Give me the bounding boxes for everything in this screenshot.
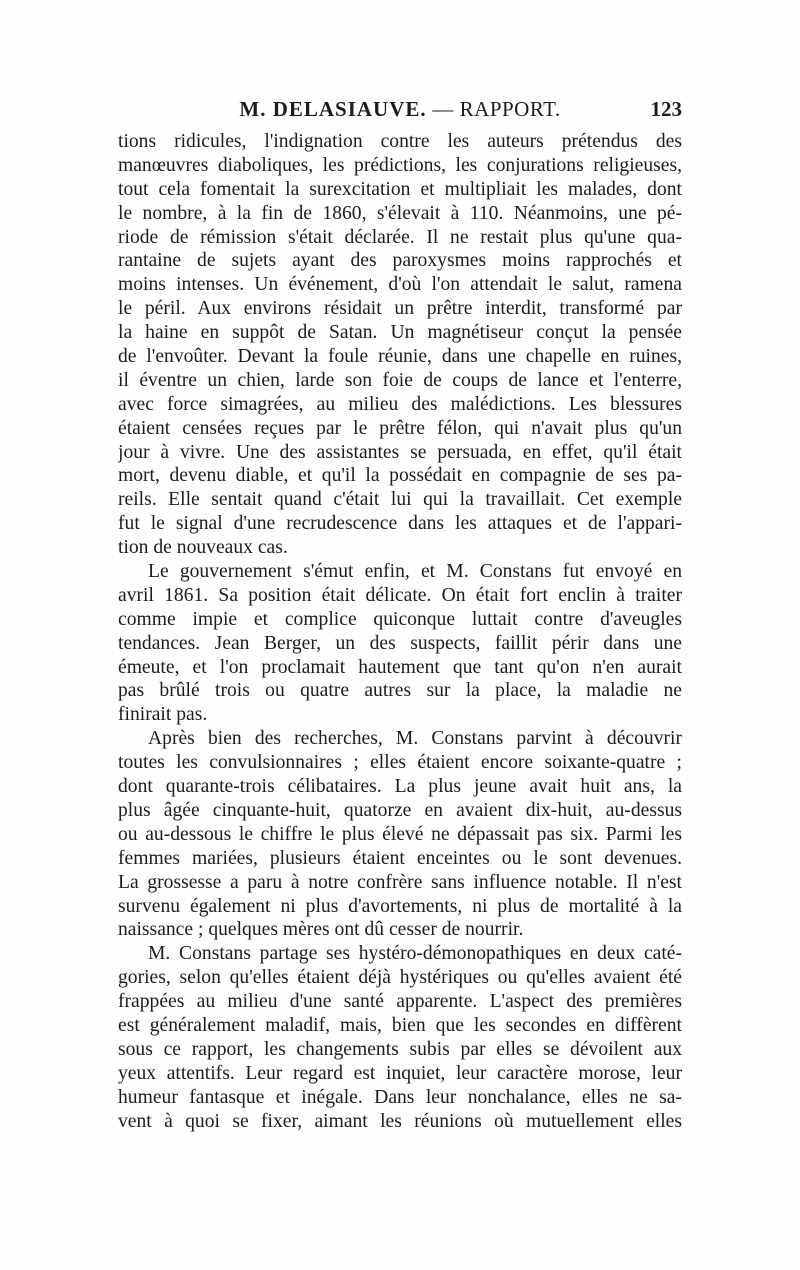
text-line: tout cela fomentait la surexcitation et multipliait les malades, dont — [118, 178, 682, 200]
running-head-author: M. DELASIAUVE. — [239, 97, 427, 121]
text-line: femmes mariées, plusieurs étaient enceintes ou le sont devenues. — [118, 847, 682, 869]
text-line: plus âgée cinquante-huit, quatorze en avaient dix-huit, au-dessus — [118, 799, 682, 821]
text-line: fut le signal d'une recrudescence dans les attaques et de l'appari- — [118, 513, 682, 535]
text-line: le péril. Aux environs résidait un prêtre interdit, transformé par — [118, 298, 682, 320]
paragraph-end-line: naissance ; quelques mères ont dû cesser de nourrir. — [118, 919, 524, 941]
running-head — [118, 94, 682, 124]
text-line: manœuvres diaboliques, les prédictions, les conjurations religieuses, — [118, 154, 682, 176]
paragraph-start-line: M. Constans partage ses hystéro-démonopathiques en deux caté- — [148, 943, 682, 965]
text-line: ou au-dessous le chiffre le plus élevé ne dépassait pas six. Parmi les — [118, 823, 682, 845]
text-line: riode de rémission s'était déclarée. Il ne restait plus qu'une qua- — [118, 226, 682, 248]
text-line: humeur fantasque et inégale. Dans leur nonchalance, elles ne sa- — [118, 1086, 682, 1108]
text-line: rantaine de sujets ayant des paroxysmes moins rapprochés et — [118, 250, 682, 272]
text-line: avec force simagrées, au milieu des malédictions. Les blessures — [118, 393, 682, 415]
text-line: jour à vivre. Une des assistantes se persuada, en effet, qu'il était — [118, 441, 682, 463]
running-head-section: RAPPORT. — [459, 97, 561, 121]
body-text — [118, 130, 682, 1133]
text-line: tendances. Jean Berger, un des suspects, faillit périr dans une — [118, 632, 682, 654]
text-line: moins intenses. Un événement, d'où l'on attendait le salut, ramena — [118, 274, 682, 296]
text-line: étaient censées reçues par le prêtre félon, qui n'avait plus qu'un — [118, 417, 682, 439]
text-line: de l'envoûter. Devant la foule réunie, dans une chapelle en ruines, — [118, 346, 682, 368]
text-line: frappées au milieu d'une santé apparente. L'aspect des premières — [118, 991, 682, 1013]
text-line: dont quarante-trois célibataires. La plus jeune avait huit ans, la — [118, 776, 682, 798]
running-head-separator: — — [426, 97, 460, 121]
text-line: avril 1861. Sa position était délicate. On était fort enclin à traiter — [118, 584, 682, 606]
text-line: survenu également ni plus d'avortements, ni plus de mortalité à la — [118, 895, 682, 917]
paragraph-end-line: tion de nouveaux cas. — [118, 537, 288, 559]
paragraph-start-line: Après bien des recherches, M. Constans parvint à découvrir — [148, 728, 682, 750]
text-line: La grossesse a paru à notre confrère sans influence notable. Il n'est — [118, 871, 682, 893]
text-line: tions ridicules, l'indignation contre les auteurs prétendus des — [118, 131, 682, 152]
text-line: yeux attentifs. Leur regard est inquiet, leur caractère morose, leur — [118, 1062, 682, 1084]
text-line: toutes les convulsionnaires ; elles étaient encore soixante-quatre ; — [118, 752, 682, 774]
text-line: mort, devenu diable, et qu'il la possédait en compagnie de ses pa- — [118, 465, 682, 487]
text-line: il éventre un chien, larde son foie de coups de lance et l'enterre, — [118, 369, 682, 391]
text-line: sous ce rapport, les changements subis par elles se dévoilent aux — [118, 1038, 682, 1060]
paragraph-end-line: finirait pas. — [118, 704, 208, 726]
text-line: est généralement maladif, mais, bien que les secondes en diffèrent — [118, 1014, 682, 1036]
text-line: reils. Elle sentait quand c'était lui qui la travaillait. Cet exemple — [118, 489, 682, 511]
text-line: le nombre, à la fin de 1860, s'élevait à 110. Néanmoins, une pé- — [118, 202, 682, 224]
text-line: émeute, et l'on proclamait hautement que tant qu'on n'en aurait — [118, 656, 682, 678]
running-head-title — [118, 94, 682, 124]
text-line: vent à quoi se fixer, aimant les réunions où mutuellement elles — [118, 1110, 682, 1132]
paragraph-start-line: Le gouvernement s'émut enfin, et M. Constans fut envoyé en — [148, 561, 682, 583]
page-number: 123 — [650, 97, 682, 121]
text-line: la haine en suppôt de Satan. Un magnétiseur conçut la pensée — [118, 322, 682, 344]
text-line: pas brûlé trois ou quatre autres sur la place, la maladie ne — [118, 680, 682, 702]
text-line: comme impie et complice quiconque luttait contre d'aveugles — [118, 608, 682, 630]
text-line: gories, selon qu'elles étaient déjà hystériques ou qu'elles avaient été — [118, 967, 682, 989]
